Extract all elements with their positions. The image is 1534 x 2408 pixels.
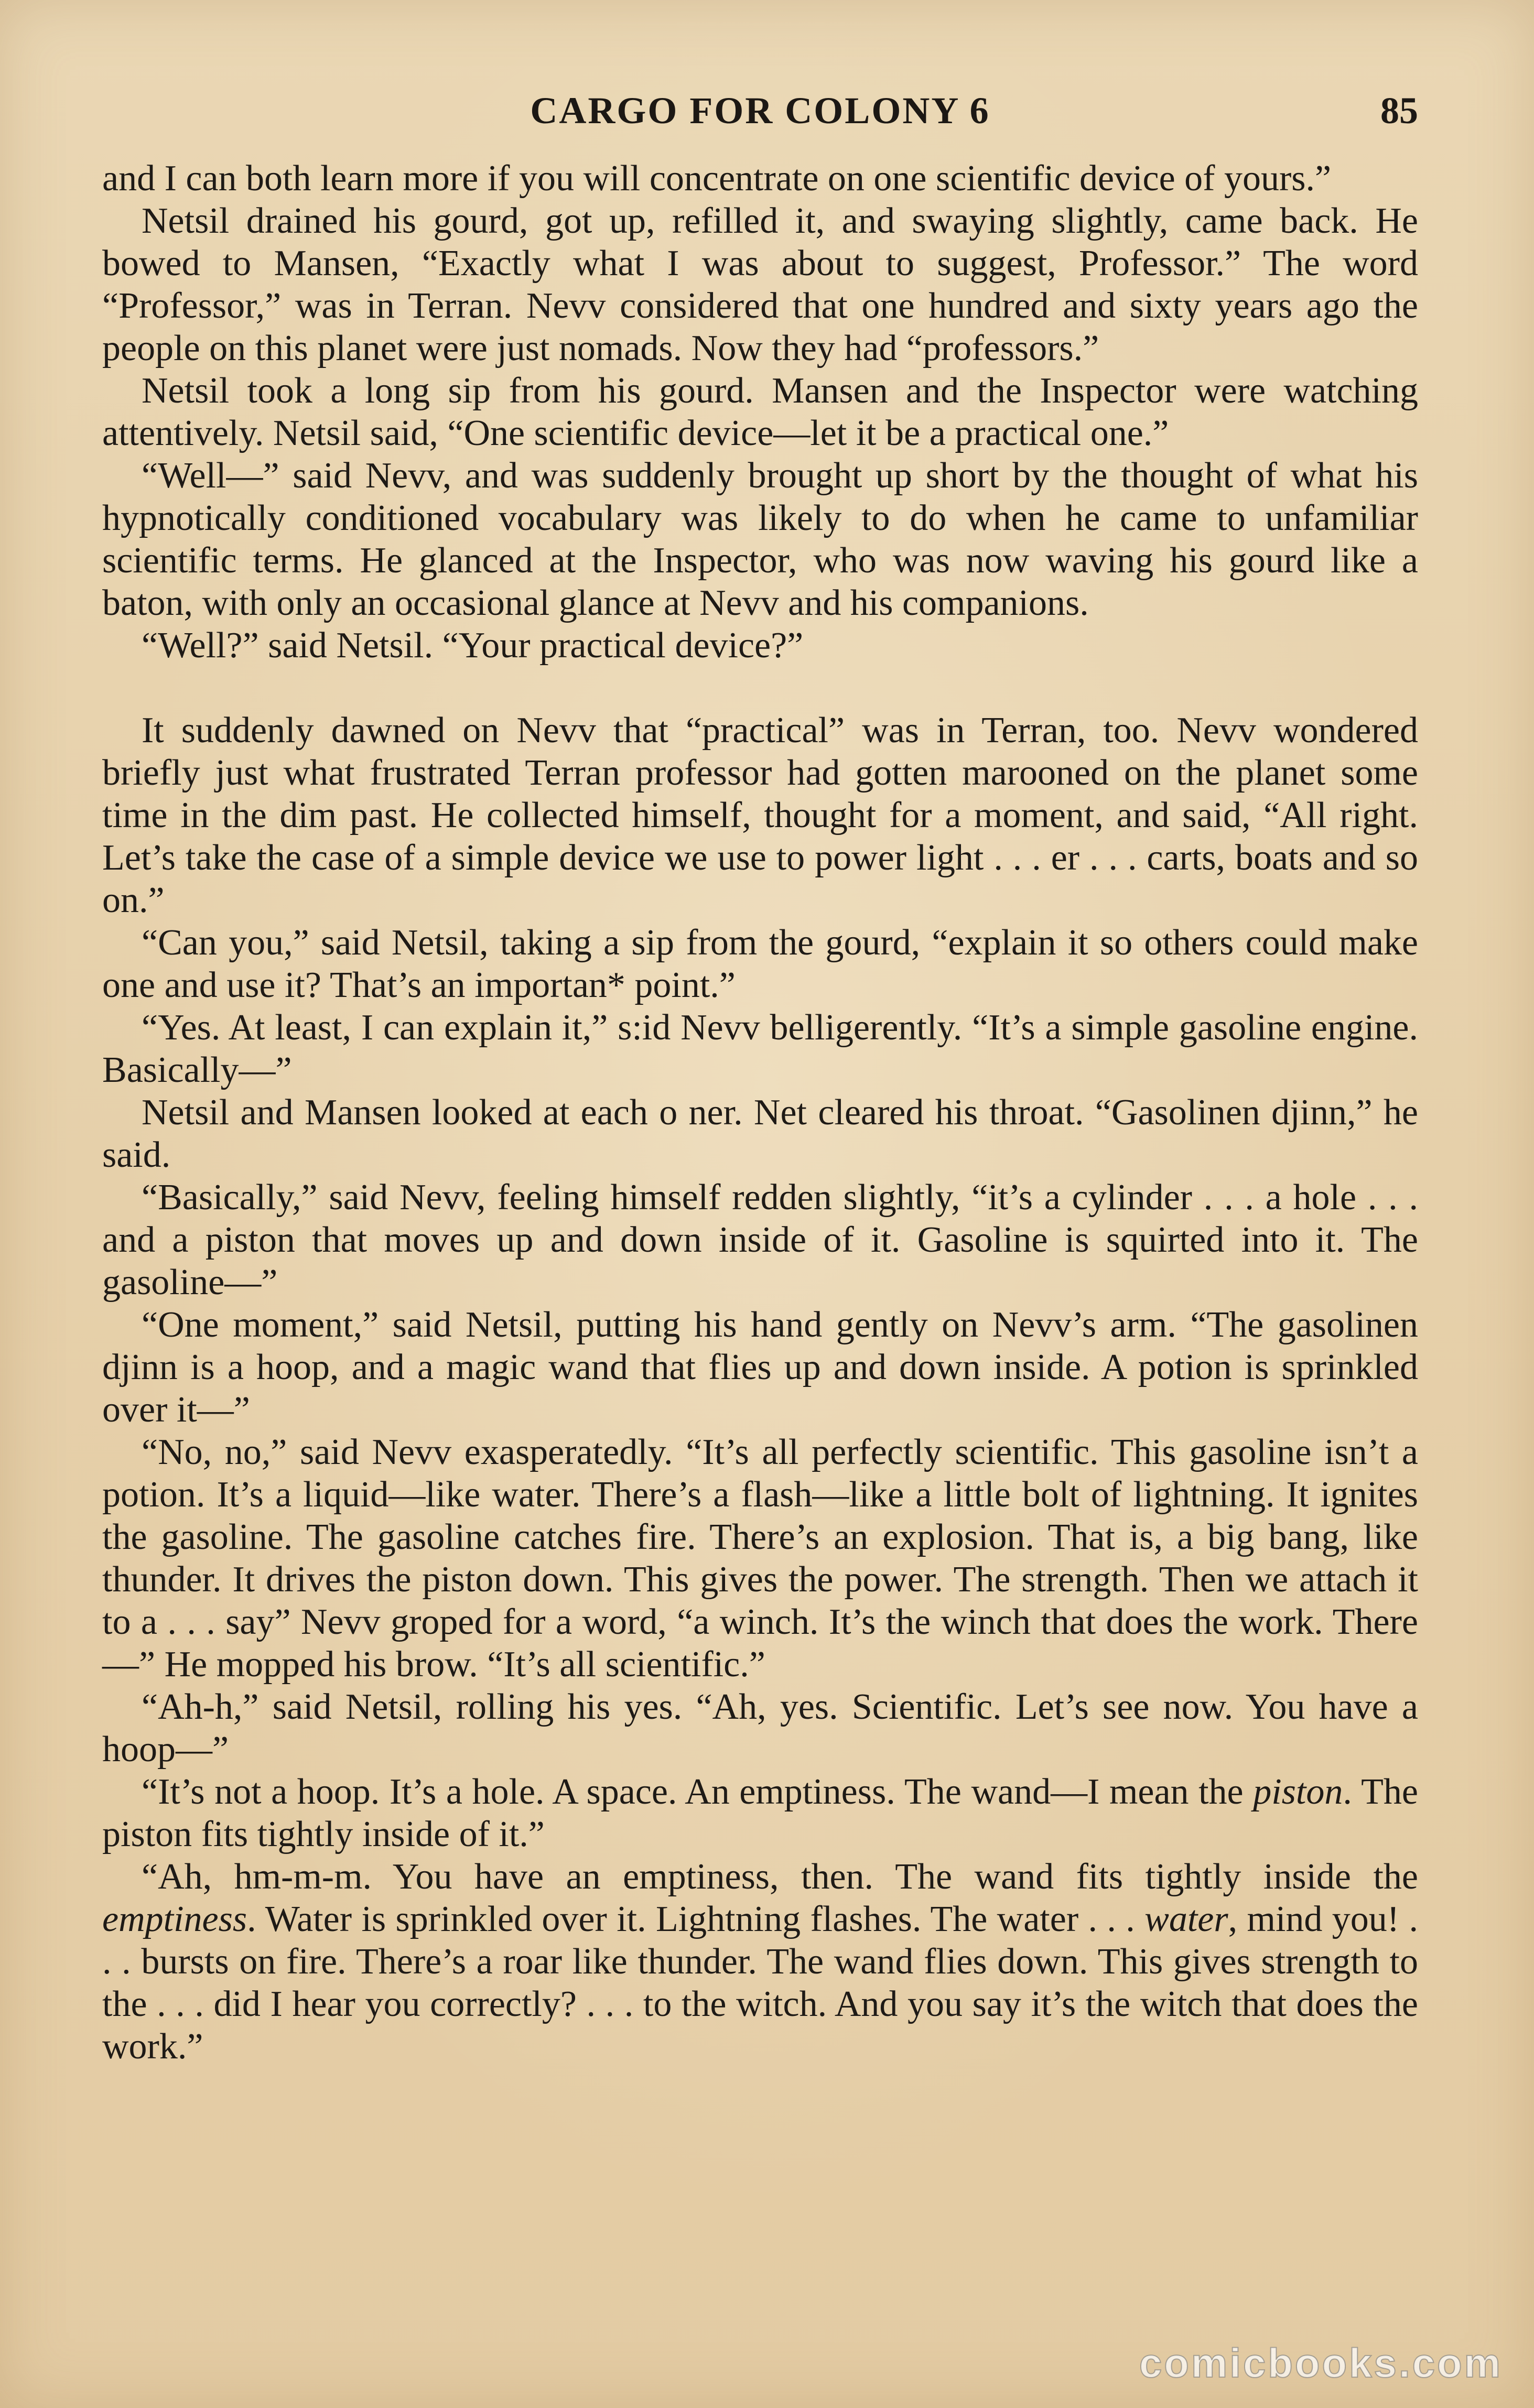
paragraph: It suddenly dawned on Nevv that “practical” was in Terran, too. Nevv wondered briefly just what frustrated Terran professor had gotten marooned on the planet some time in the dim past. He collected himself, thought for a moment, and said, “All right. Let’s take the case of a simple device we use to power light . . . er . . . carts, boats and so on.” <box>102 710 1418 920</box>
paragraph: “Well—” said Nevv, and was suddenly brought up short by the thought of what his hypnotically conditioned vocabulary was likely to do when he came to unfamiliar scientific terms. He glanced at the Inspector, who was now waving his gourd like a baton, with only an occasional glance at Nevv and his companions. <box>102 455 1418 623</box>
paragraph: Netsil drained his gourd, got up, refilled it, and swaying slightly, came back. He bowed to Mansen, “Exactly what I was about to suggest, Professor.” The word “Professor,” was in Terran. Nevv considered that one hundred and sixty years ago the people on this planet were just nomads. Now they had “professors.” <box>102 201 1418 368</box>
paragraph-text: . Water is sprinkled over it. Lightning flashes. The water . . . <box>247 1899 1145 1939</box>
paragraph: Netsil took a long sip from his gourd. Mansen and the Inspector were watching attentively. Netsil said, “One scientific device—let it be a practical one.” <box>102 371 1418 453</box>
paragraph: Netsil and Mansen looked at each o ner. Net cleared his throat. “Gasolinen djinn,” he said. <box>102 1092 1418 1175</box>
paragraph: and I can both learn more if you will concentrate on one scientific device of yours.” <box>102 158 1332 199</box>
watermark: comicbooks.com <box>1139 2340 1503 2386</box>
running-title: CARGO FOR COLONY 6 <box>530 90 990 132</box>
page-header <box>102 89 1418 142</box>
paragraph-text: “It’s not a hoop. It’s a hole. A space. An emptiness. The wand—I mean the <box>142 1772 1254 1812</box>
paragraph: “Yes. At least, I can explain it,” s:id Nevv belligerently. “It’s a simple gasoline engine. Basically—” <box>102 1007 1418 1090</box>
paragraph-text: , mind you! . . . bursts on fire. There’s a roar like thunder. The wand flies down. This gives strength to the . . . did I hear you correctly? . . . to the witch. And you say it’s the witch that does the work.” <box>102 1899 1418 2067</box>
italic-word: emptiness <box>102 1899 247 1939</box>
paragraph-text: “Ah, hm-m-m. You have an emptiness, then. The wand fits tightly inside the <box>142 1857 1418 1897</box>
paragraph <box>102 1771 1418 1856</box>
italic-word: water <box>1144 1899 1228 1939</box>
paragraph: “Can you,” said Netsil, taking a sip from the gourd, “explain it so others could make one and use it? That’s an importan* point.” <box>102 923 1418 1005</box>
paragraph <box>102 1856 1418 2068</box>
paragraph: “Ah-h,” said Netsil, rolling his yes. “Ah, yes. Scientific. Let’s see now. You have a hoop—” <box>102 1687 1418 1770</box>
italic-word: piston <box>1253 1772 1343 1812</box>
paragraph: “One moment,” said Netsil, putting his hand gently on Nevv’s arm. “The gasolinen djinn is a hoop, and a magic wand that flies up and down inside. A potion is sprinkled over it—” <box>102 1305 1418 1430</box>
paragraph: “No, no,” said Nevv exasperatedly. “It’s all perfectly scientific. This gasoline isn’t a potion. It’s a liquid—like water. There’s a flash—like a little bolt of lightning. It ignites the gasoline. The gasoline catches fire. There’s an explosion. That is, a big bang, like thunder. It drives the piston down. This gives the power. The strength. Then we attach it to a . . . say” Nevv groped for a word, “a winch. It’s the winch that does the work. There—” He mopped his brow. “It’s all scientific.” <box>102 1432 1418 1685</box>
paragraph: “Well?” said Netsil. “Your practical device?” <box>142 625 804 666</box>
story-text <box>102 157 1418 2068</box>
paragraph-text: . The piston fits tightly inside of it.” <box>102 1772 1418 1854</box>
page-number: 85 <box>1380 90 1418 132</box>
paragraph: “Basically,” said Nevv, feeling himself redden slightly, “it’s a cylinder . . . a hole . . . and a piston that moves up and down inside of it. Gasoline is squirted into it. The gasoline—” <box>102 1177 1418 1303</box>
